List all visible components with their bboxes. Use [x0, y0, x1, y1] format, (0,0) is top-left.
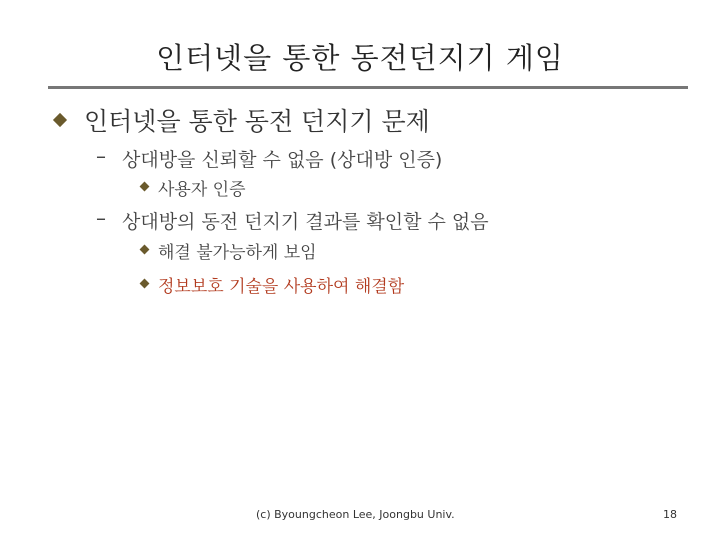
bullet-level1: 인터넷을 통한 동전 던지기 문제	[84, 107, 430, 136]
bullet-level3-user-auth: 사용자 인증	[158, 180, 246, 200]
bullet-diamond-icon	[140, 182, 150, 192]
bullet-diamond-icon	[140, 279, 150, 289]
bullet-level3-seems-impossible: 해결 불가능하게 보임	[158, 243, 317, 263]
slide-title: 인터넷을 통한 동전던지기 게임	[156, 41, 564, 75]
dash-icon: –	[96, 206, 106, 230]
bullet-diamond-icon	[53, 113, 67, 127]
title-divider	[48, 86, 688, 89]
bullet-diamond-icon	[140, 245, 150, 255]
dash-icon: –	[96, 144, 106, 168]
page-number: 18	[663, 508, 677, 521]
bullet-level2-authentication: 상대방을 신뢰할 수 없음 (상대방 인증)	[122, 149, 443, 171]
bullet-level3-solution-highlight: 정보보호 기술을 사용하여 해결함	[158, 277, 405, 297]
bullet-level2-verify-result: 상대방의 동전 던지기 결과를 확인할 수 없음	[122, 211, 489, 233]
footer-credit: (c) Byoungcheon Lee, Joongbu Univ.	[256, 508, 455, 521]
